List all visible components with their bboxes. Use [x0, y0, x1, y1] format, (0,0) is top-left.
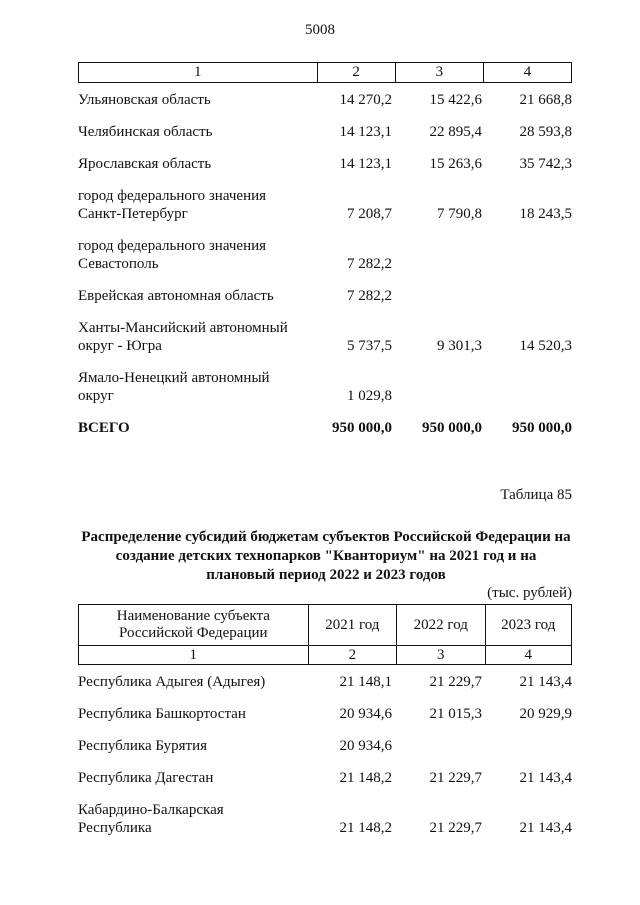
- value-2022: 22 895,4: [429, 124, 482, 140]
- region-name: Ханты-Мансийский автономный округ - Югра: [78, 320, 288, 354]
- table-row: [78, 369, 572, 405]
- table-label: Таблица 85: [500, 487, 572, 503]
- value-2023: 35 742,3: [519, 156, 572, 172]
- value-2023: 20 929,9: [519, 706, 572, 722]
- value-2022: 15 263,6: [429, 156, 482, 172]
- value-2021: 1 029,8: [347, 388, 392, 404]
- table-row: [78, 737, 572, 755]
- table-row: [78, 801, 572, 837]
- region-name: Республика Башкортостан: [78, 706, 246, 722]
- value-2023: 21 143,4: [519, 674, 572, 690]
- table1-header-row: [78, 62, 572, 83]
- table2-header: [78, 604, 572, 665]
- value-2022: 21 229,7: [429, 770, 482, 786]
- table-row: [78, 187, 572, 223]
- table2-header-numbers: [79, 646, 571, 664]
- page-number: 5008: [305, 22, 335, 38]
- table-row: [78, 123, 572, 141]
- value-2021: 20 934,6: [339, 738, 392, 754]
- value-2021: 14 270,2: [339, 92, 392, 108]
- value-2021: 21 148,2: [339, 770, 392, 786]
- table-row: [78, 287, 572, 305]
- value-2021: 7 208,7: [347, 206, 392, 222]
- table-row: [78, 237, 572, 273]
- col-header-2023: 2023 год: [485, 605, 571, 645]
- value-2022: 21 229,7: [429, 674, 482, 690]
- table-row: [78, 705, 572, 723]
- value-2022: 7 790,8: [437, 206, 482, 222]
- table2-header-titles: [79, 605, 571, 646]
- table-continuation: [78, 62, 572, 437]
- table-row: [78, 673, 572, 691]
- value-2021: 21 148,1: [339, 674, 392, 690]
- table-row: [78, 319, 572, 355]
- region-name: Кабардино-Балкарская Республика: [78, 802, 224, 836]
- table-85: [78, 604, 572, 837]
- region-name: Еврейская автономная область: [78, 288, 274, 304]
- region-name: Ярославская область: [78, 156, 212, 172]
- col-number-1: 1: [189, 647, 198, 663]
- table-row: [78, 769, 572, 787]
- region-name: Республика Адыгея (Адыгея): [78, 674, 266, 690]
- table-title: Распределение субсидий бюджетам субъектов Российской Федерации на создание детских технопарков "Кванториум" на 2021 год и на плановый период 2022 и 2023 годов: [81, 529, 571, 583]
- table1-col1-header: 1: [194, 64, 202, 80]
- value-2023: 21 143,4: [519, 820, 572, 836]
- value-2023: 21 143,4: [519, 770, 572, 786]
- col-header-region: Наименование субъекта Российской Федерации: [116, 608, 270, 641]
- value-2023: 14 520,3: [519, 338, 572, 354]
- total-row: [78, 419, 572, 437]
- region-name: город федерального значения Севастополь: [78, 238, 267, 272]
- table1-col2-header: 2: [317, 63, 395, 82]
- value-2021: 21 148,2: [339, 820, 392, 836]
- col-header-2022: 2022 год: [396, 605, 484, 645]
- table1-col3-header: 3: [395, 63, 483, 82]
- value-2022: 21 229,7: [429, 820, 482, 836]
- table1-col4-header: 4: [483, 63, 571, 82]
- region-name: Челябинская область: [78, 124, 213, 140]
- table-row: [78, 91, 572, 109]
- total-label: ВСЕГО: [78, 420, 130, 436]
- value-2023: 28 593,8: [519, 124, 572, 140]
- value-2021: 7 282,2: [347, 288, 392, 304]
- region-name: Ямало-Ненецкий автономный округ: [78, 370, 270, 404]
- value-2021: 14 123,1: [339, 156, 392, 172]
- value-2021: 7 282,2: [347, 256, 392, 272]
- value-2023: 18 243,5: [519, 206, 572, 222]
- col-number-2: 2: [308, 646, 396, 664]
- col-number-3: 3: [396, 646, 484, 664]
- total-2023: 950 000,0: [512, 420, 572, 436]
- value-2021: 5 737,5: [347, 338, 392, 354]
- table-row: [78, 155, 572, 173]
- region-name: Ульяновская область: [78, 92, 211, 108]
- value-2022: 9 301,3: [437, 338, 482, 354]
- value-2021: 20 934,6: [339, 706, 392, 722]
- region-name: город федерального значения Санкт-Петербург: [78, 188, 267, 222]
- col-header-2021: 2021 год: [308, 605, 396, 645]
- unit-label: (тыс. рублей): [487, 585, 572, 601]
- region-name: Республика Бурятия: [78, 738, 208, 754]
- total-2022: 950 000,0: [422, 420, 482, 436]
- value-2021: 14 123,1: [339, 124, 392, 140]
- value-2022: 15 422,6: [429, 92, 482, 108]
- value-2023: 21 668,8: [519, 92, 572, 108]
- region-name: Республика Дагестан: [78, 770, 214, 786]
- value-2022: 21 015,3: [429, 706, 482, 722]
- col-number-4: 4: [485, 646, 571, 664]
- total-2021: 950 000,0: [332, 420, 392, 436]
